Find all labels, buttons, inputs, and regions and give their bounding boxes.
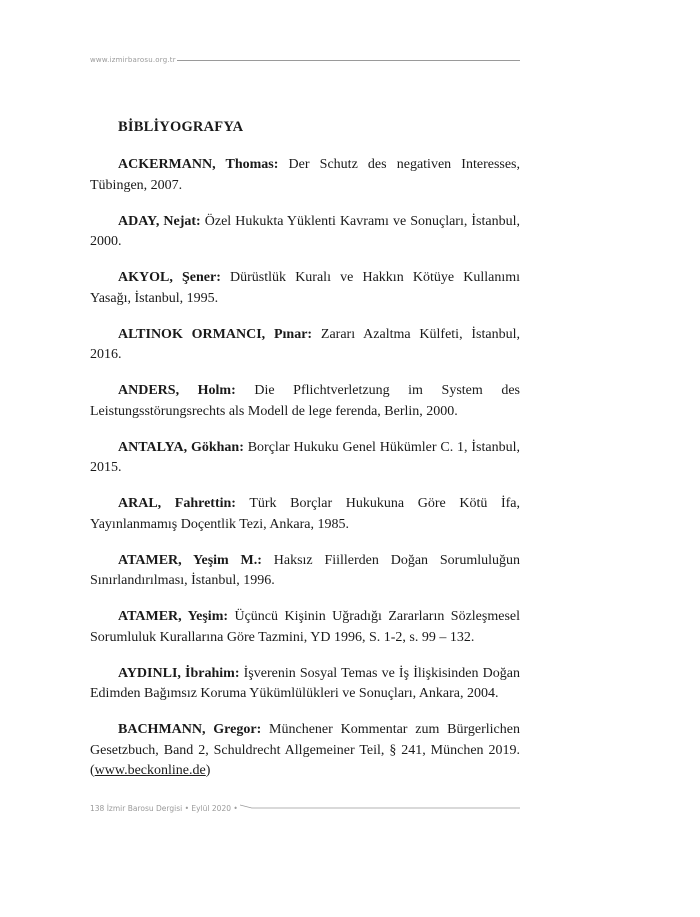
entry-author: AKYOL, Şener: [118,270,221,285]
footer-separator: • [233,803,238,813]
bibliography-entry [90,438,520,479]
entry-author: BACHMANN, Gregor: [118,722,262,737]
entry-text: Zararı Azaltma Külfeti, İstanbul, 2016. [90,326,520,362]
entry-text: Die Pflichtverletzung im System des Leistungsstörungsrechts als Modell de lege ferenda, Berlin, 2000. [90,383,521,419]
bibliography-entry [90,212,520,253]
section-title: BİBLİYOGRAFYA [118,119,244,135]
bibliography-entry [90,268,520,309]
bibliography-entry [90,325,520,366]
footer-separator: • [184,803,190,813]
page-header [90,53,520,67]
footer-rule [240,801,520,815]
entry-author: ANTALYA, Gökhan: [118,439,244,455]
issue-date: Eylül 2020 [191,803,231,813]
entry-author: ACKERMANN, Thomas: [118,157,279,172]
page-number: 138 [90,803,105,813]
bibliography-entry [90,381,520,422]
entry-author: ANDERS, Holm: [118,383,236,398]
entry-text: Der Schutz des negativen Interesses, Tübingen, 2007. [90,157,521,193]
entry-author: ALTINOK ORMANCI, Pınar: [118,326,313,342]
entry-text: Türk Borçlar Hukukuna Göre Kötü İfa, Yayınlanmamış Doçentlik Tezi, Ankara, 1985. [90,496,520,532]
bibliography-entry [90,551,520,592]
entry-text: Özel Hukukta Yüklenti Kavramı ve Sonuçları, İstanbul, 2000. [90,213,520,249]
entry-text: Borçlar Hukuku Genel Hükümler C. 1, İstanbul, 2015. [90,439,520,475]
bibliography-entry [90,607,520,648]
entry-text: Haksız Fiillerden Doğan Sorumluluğun Sınırlandırılması, İstanbul, 1996. [90,552,520,588]
header-rule [177,60,520,61]
entry-text: İşverenin Sosyal Temas ve İş İlişkisinden Doğan Edimden Bağımsız Koruma Yükümlülükleri ve Sonuçları, Ankara, 2004. [90,665,520,701]
entry-author: ADAY, Nejat: [118,213,201,229]
footer-rule-line [240,801,520,815]
entry-author: AYDINLI, İbrahim: [118,665,240,681]
entry-text: Dürüstlük Kuralı ve Hakkın Kötüye Kullanımı Yasağı, İstanbul, 1995. [90,270,520,306]
entry-text: Münchener Kommentar zum Bürgerlichen Gesetzbuch, Band 2, Schuldrecht Allgemeiner Teil, § 241, München 2019. ( [90,722,520,778]
bibliography-entry [90,664,520,705]
bibliography-list [90,155,520,797]
bibliography-entry [90,155,520,196]
journal-name: İzmir Barosu Dergisi [106,803,183,813]
entry-author: ATAMER, Yeşim M.: [118,552,262,568]
bibliography-entry [90,494,520,535]
entry-text: Üçüncü Kişinin Uğradığı Zararların Sözleşmesel Sorumluluk Kurallarına Göre Tazmini, YD 1996, S. 1-2, s. 99 – 132. [90,609,520,645]
header-url: www.izmirbarosu.org.tr [90,56,176,64]
page-footer [90,801,520,815]
entry-text-after: ) [205,763,211,778]
footer-label [90,804,238,813]
entry-author: ATAMER, Yeşim: [118,609,229,624]
bibliography-entry [90,720,520,782]
entry-link[interactable]: www.beckonline.de [94,763,206,778]
entry-author: ARAL, Fahrettin: [118,496,236,511]
